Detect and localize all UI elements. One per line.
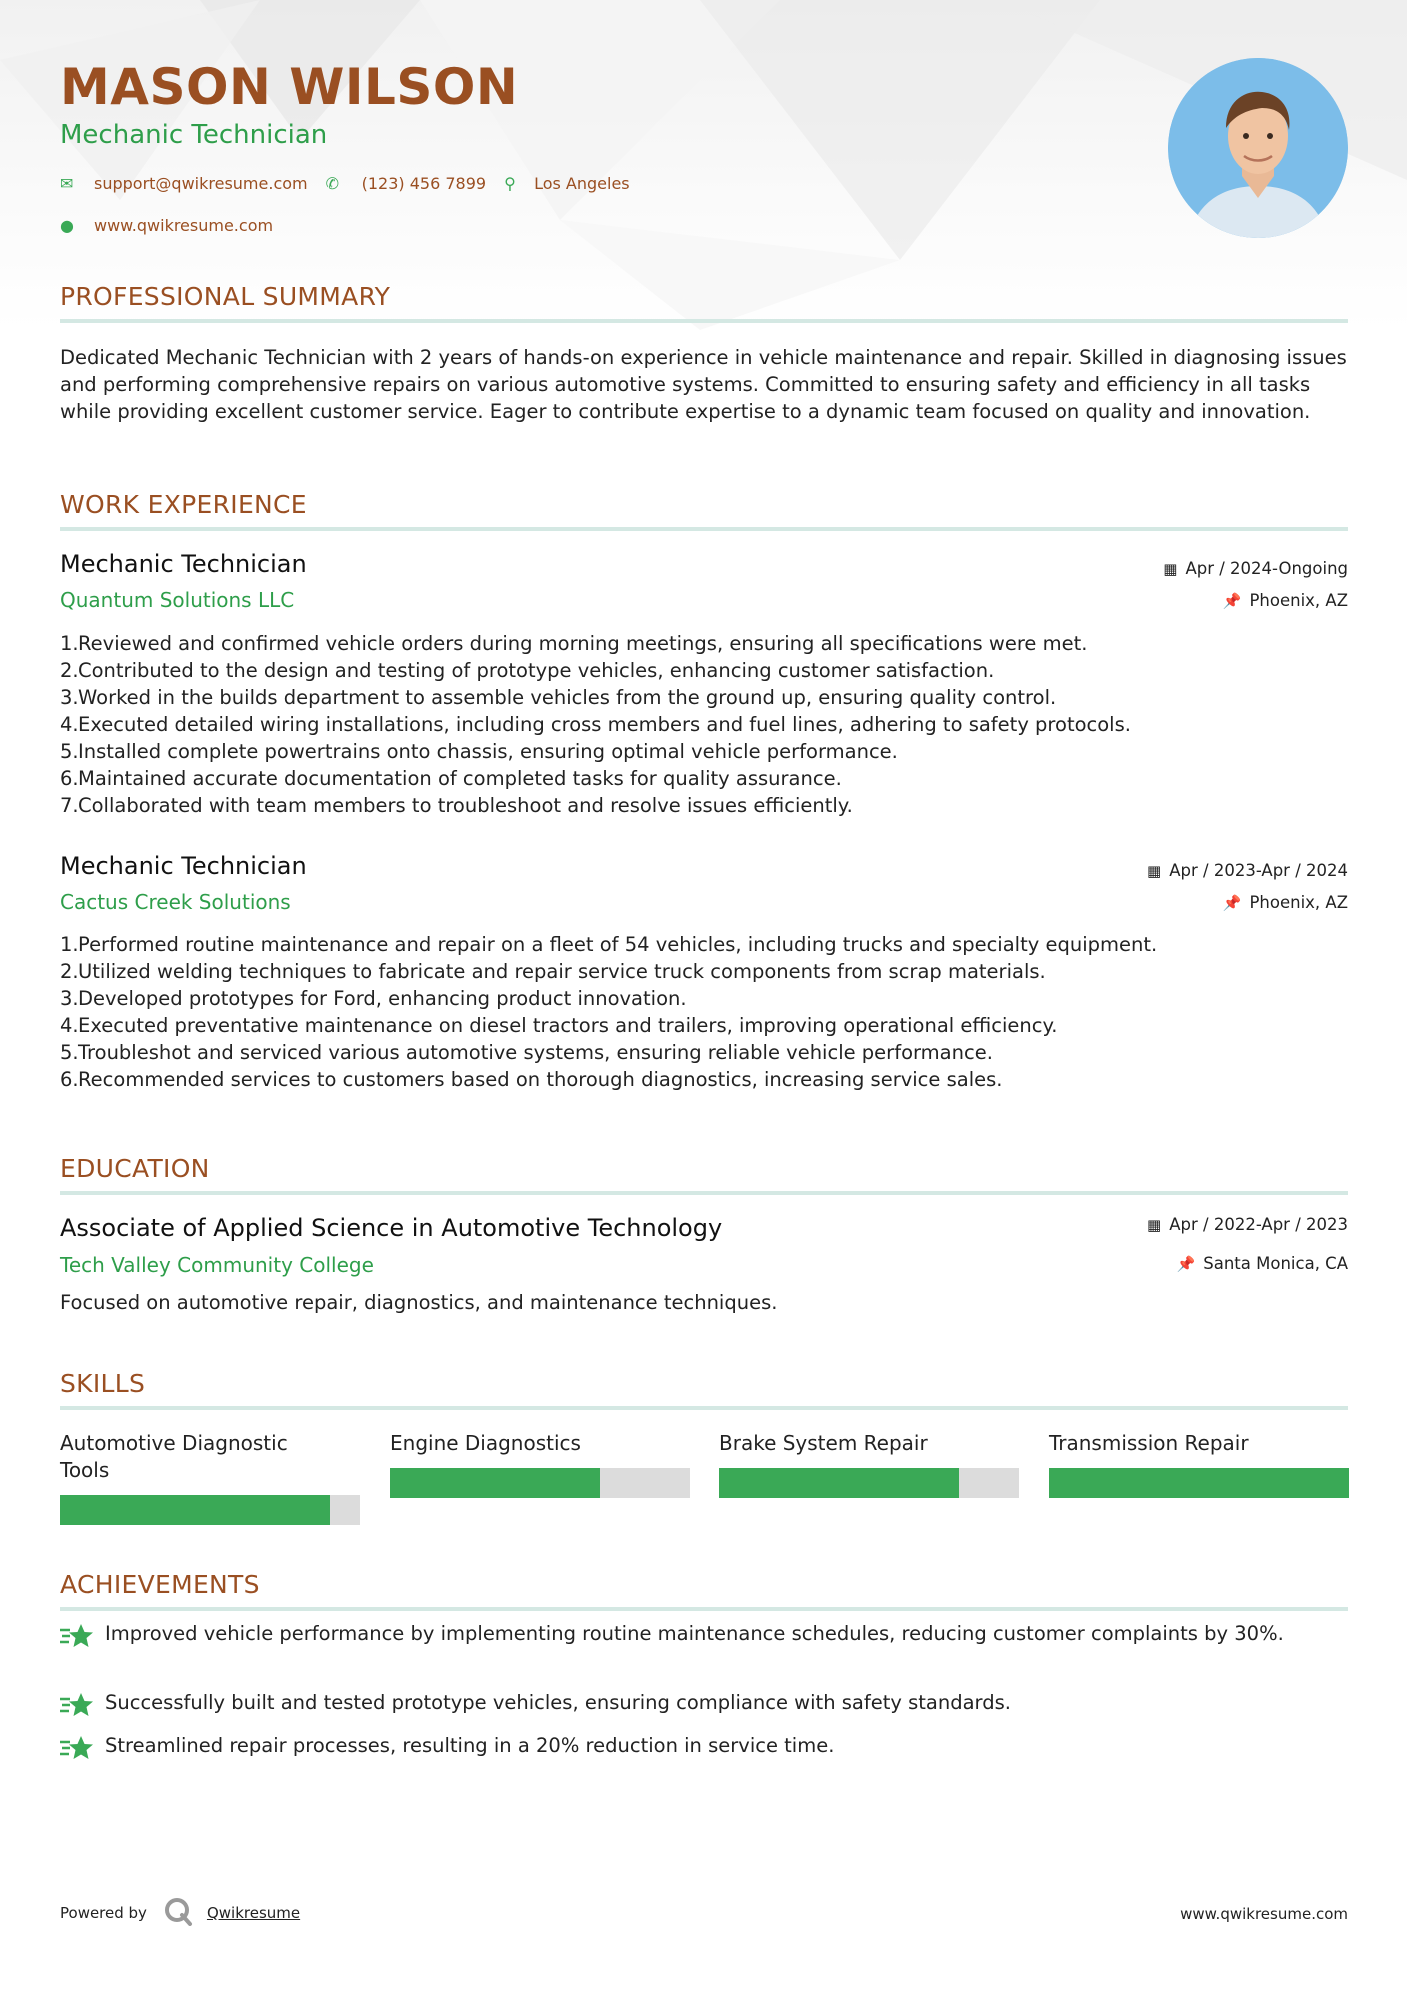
list-item-text: Collaborated with team members to troubleshoot and resolve issues efficiently. (78, 794, 853, 817)
list-item-text: Maintained accurate documentation of completed tasks for quality assurance. (78, 767, 842, 790)
location-text: Los Angeles (534, 174, 630, 193)
achievement-item (60, 1732, 1348, 1766)
achievement-text: Streamlined repair processes, resulting in a 20% reduction in service time. (105, 1734, 835, 1757)
list-item-number: 5. (60, 1041, 79, 1064)
calendar-icon: ▦ (1163, 559, 1178, 578)
skill-bar-fill (1049, 1468, 1349, 1498)
phone-text: (123) 456 7899 (361, 174, 487, 193)
list-item-number: 6. (60, 1068, 79, 1091)
qwikresume-link[interactable]: Qwikresume (206, 1904, 301, 1922)
section-education (60, 1154, 1348, 1195)
list-item-text: Utilized welding techniques to fabricate and repair service truck components from scrap materials. (78, 960, 1046, 983)
skill-bar (1049, 1468, 1349, 1498)
map-pin-icon: ⚲ (504, 174, 516, 193)
section-heading: PROFESSIONAL SUMMARY (60, 282, 391, 311)
list-item-text: Troubleshot and serviced various automotive systems, ensuring reliable vehicle performance. (78, 1041, 993, 1064)
achievement-text: Successfully built and tested prototype vehicles, ensuring compliance with safety standards. (105, 1691, 1011, 1714)
skill-item (390, 1430, 690, 1457)
section-heading: SKILLS (60, 1369, 146, 1398)
job-title: Mechanic Technician (60, 550, 307, 578)
list-item (60, 711, 1348, 738)
candidate-title: Mechanic Technician (60, 120, 328, 150)
skill-bar-fill (390, 1468, 600, 1498)
section-summary (60, 282, 1348, 323)
education-location: 📌 Santa Monica, CA (1176, 1254, 1348, 1273)
pushpin-icon: 📌 (1222, 591, 1242, 610)
list-item-number: 5. (60, 740, 79, 763)
job-date: ▦ Apr / 2023-Apr / 2024 (1147, 861, 1348, 880)
calendar-icon: ▦ (1147, 1215, 1162, 1234)
list-item (60, 738, 1348, 765)
list-item (60, 1012, 1348, 1039)
star-icon (60, 1620, 105, 1654)
skill-name: Transmission Repair (1049, 1431, 1249, 1455)
list-item (60, 792, 1348, 819)
skill-bar (719, 1468, 1019, 1498)
section-heading: WORK EXPERIENCE (60, 490, 307, 519)
list-item-text: Performed routine maintenance and repair on a fleet of 54 vehicles, including trucks and specialty equipment. (78, 933, 1158, 956)
list-item-number: 6. (60, 767, 79, 790)
list-item (60, 958, 1348, 985)
list-item (60, 765, 1348, 792)
skill-bar (390, 1468, 690, 1498)
skill-bar (60, 1495, 360, 1525)
skill-name: Automotive Diagnostic Tools (60, 1431, 288, 1482)
list-item-text: Contributed to the design and testing of prototype vehicles, enhancing customer satisfaction. (78, 659, 995, 682)
pushpin-icon: 📌 (1222, 893, 1242, 912)
list-item-text: Developed prototypes for Ford, enhancing product innovation. (78, 987, 687, 1010)
list-item-text: Reviewed and confirmed vehicle orders during morning meetings, ensuring all specifications were met. (78, 632, 1088, 655)
section-divider (60, 1607, 1348, 1611)
job-duties-list (60, 630, 1348, 819)
section-divider (60, 527, 1348, 531)
footer-powered-by (60, 1896, 300, 1930)
powered-by-text: Powered by (60, 1904, 147, 1922)
list-item-number: 3. (60, 686, 79, 709)
section-divider (60, 319, 1348, 323)
achievement-item (60, 1689, 1348, 1723)
list-item-number: 1. (60, 632, 79, 655)
job-company: Cactus Creek Solutions (60, 890, 291, 914)
list-item-number: 2. (60, 960, 79, 983)
job-company: Quantum Solutions LLC (60, 588, 295, 612)
skill-item (1049, 1430, 1349, 1457)
job-duties-list (60, 931, 1348, 1093)
list-item (60, 1039, 1348, 1066)
section-divider (60, 1406, 1348, 1410)
list-item (60, 1066, 1348, 1093)
skill-name: Engine Diagnostics (390, 1431, 581, 1455)
list-item-text: Installed complete powertrains onto chassis, ensuring optimal vehicle performance. (78, 740, 898, 763)
job-date: ▦ Apr / 2024-Ongoing (1163, 559, 1348, 578)
list-item-number: 4. (60, 713, 79, 736)
list-item (60, 630, 1348, 657)
list-item-number: 4. (60, 1014, 79, 1037)
skill-item (60, 1430, 360, 1484)
section-experience (60, 490, 1348, 531)
section-heading: EDUCATION (60, 1154, 210, 1183)
email-link[interactable]: support@qwikresume.com (94, 174, 308, 193)
achievement-text: Improved vehicle performance by implementing routine maintenance schedules, reducing customer complaints by 30%. (105, 1622, 1284, 1645)
list-item-number: 7. (60, 794, 79, 817)
list-item (60, 985, 1348, 1012)
job-location: 📌 Phoenix, AZ (1222, 591, 1348, 610)
list-item (60, 684, 1348, 711)
star-icon (60, 1689, 105, 1723)
education-date: ▦ Apr / 2022-Apr / 2023 (1147, 1215, 1348, 1234)
candidate-name: MASON WILSON (60, 58, 519, 116)
skill-bar-fill (719, 1468, 959, 1498)
phone-icon: ✆ (325, 174, 340, 193)
list-item-text: Executed preventative maintenance on diesel tractors and trailers, improving operational efficiency. (78, 1014, 1058, 1037)
list-item-number: 1. (60, 933, 79, 956)
degree-title: Associate of Applied Science in Automotive Technology (60, 1214, 723, 1242)
website-link[interactable]: www.qwikresume.com (94, 216, 274, 235)
skill-bar-fill (60, 1495, 330, 1525)
list-item-number: 3. (60, 987, 79, 1010)
achievement-item (60, 1620, 1348, 1654)
list-item (60, 931, 1348, 958)
section-divider (60, 1191, 1348, 1195)
profile-photo (1168, 58, 1348, 238)
education-description: Focused on automotive repair, diagnostics, and maintenance techniques. (60, 1291, 778, 1314)
section-achievements (60, 1570, 1348, 1611)
job-location: 📌 Phoenix, AZ (1222, 893, 1348, 912)
section-heading: ACHIEVEMENTS (60, 1570, 260, 1599)
list-item-number: 2. (60, 659, 79, 682)
star-icon (60, 1732, 105, 1766)
envelope-icon: ✉ (60, 174, 74, 193)
school-name: Tech Valley Community College (60, 1253, 374, 1277)
list-item (60, 657, 1348, 684)
contact-row-2 (60, 216, 291, 235)
list-item-text: Recommended services to customers based on thorough diagnostics, increasing service sales. (78, 1068, 1003, 1091)
summary-text: Dedicated Mechanic Technician with 2 years of hands-on experience in vehicle maintenance and repair. Skilled in diagnosing issues and performing comprehensive repairs on various automotive systems. Committed to ensuring safety and efficiency in all tasks while providing excellent customer service. Eager to contribute expertise to a dynamic team focused on quality and innovation. (60, 346, 1347, 423)
section-skills (60, 1369, 1348, 1410)
job-title: Mechanic Technician (60, 852, 307, 880)
qwikresume-logo-icon (163, 1896, 193, 1930)
list-item-text: Worked in the builds department to assemble vehicles from the ground up, ensuring quality control. (78, 686, 1057, 709)
contact-row-1 (60, 174, 648, 193)
skill-name: Brake System Repair (719, 1431, 928, 1455)
globe-icon: ● (60, 216, 74, 235)
list-item-text: Executed detailed wiring installations, including cross members and fuel lines, adhering to safety protocols. (78, 713, 1131, 736)
calendar-icon: ▦ (1147, 861, 1162, 880)
skill-item (719, 1430, 1019, 1457)
pushpin-icon: 📌 (1176, 1254, 1196, 1273)
footer-website-link[interactable]: www.qwikresume.com (1180, 1905, 1348, 1923)
